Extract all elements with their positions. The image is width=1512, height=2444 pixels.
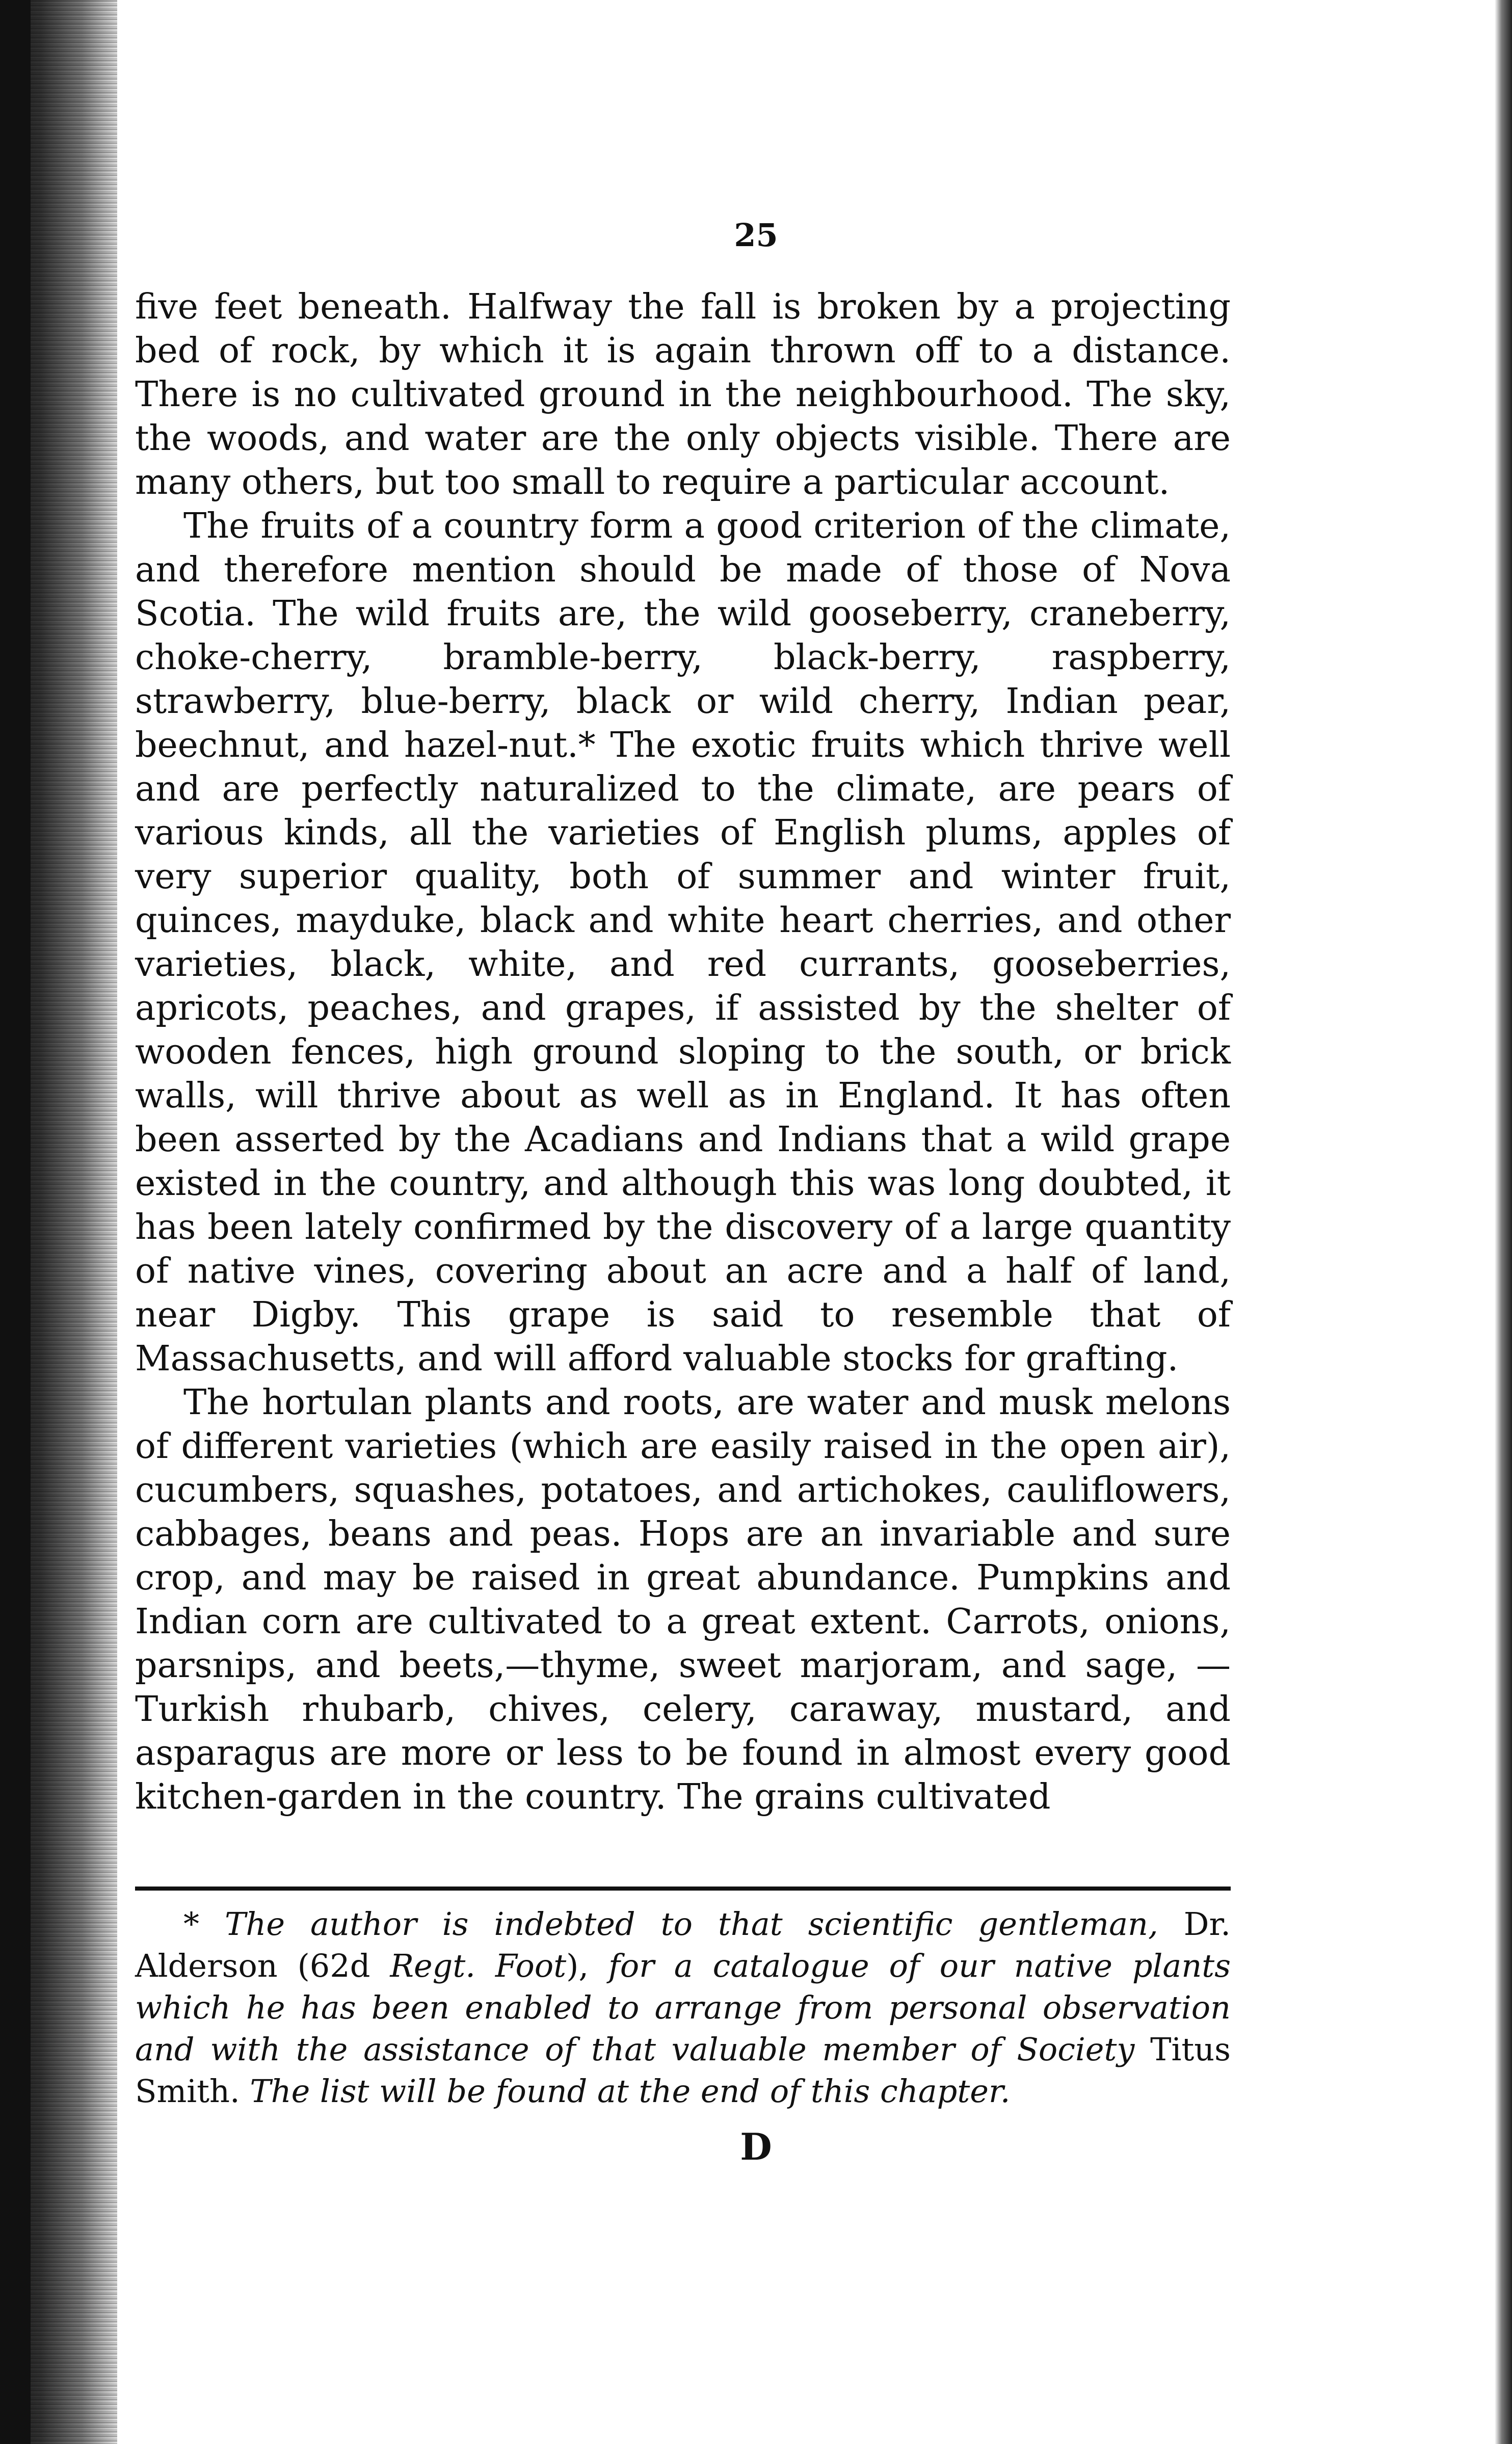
footnote-part-3: Regt. Foot bbox=[390, 1947, 567, 1984]
footnote-part-5: for a catalogue of our native plants which he has been enabled to arrange from personal observation and with the assistance of that valuable member of Society bbox=[135, 1947, 1231, 2068]
footnote-part-2: Dr. Alderson (62d bbox=[135, 1905, 1231, 1984]
footnote bbox=[135, 1903, 1231, 2112]
footnote-part-1: * The author is indebted to that scientific gentleman, bbox=[183, 1905, 1158, 1943]
page-right-edge bbox=[1495, 0, 1512, 2444]
page-number: 25 bbox=[734, 217, 778, 254]
signature-mark: D bbox=[740, 2125, 772, 2168]
paragraph-3: The hortulan plants and roots, are water and musk melons of different varieties (which are easily raised in the open air), cucumbers, squashes, potatoes, and artichokes, cauliflowers, cabbages, beans and peas. Hops are an invariable and sure crop, and may be raised in great abundance. Pumpkins and Indian corn are cultivated to a great extent. Carrots, onions, parsnips, and beets,—thyme, sweet marjoram, and sage, —Turkish rhubarb, chives, celery, caraway, mustard, and asparagus are more or less to be found in almost every good kitchen-garden in the country. The grains cultivated bbox=[135, 1383, 1231, 1817]
binding-edge bbox=[0, 0, 31, 2444]
footnote-part-6: Titus Smith. bbox=[135, 2031, 1231, 2110]
footnote-rule bbox=[135, 1887, 1231, 1891]
paragraph-1: five feet beneath. Halfway the fall is broken by a projecting bed of rock, by which it is again thrown off to a distance. There is no cultivated ground in the neighbourhood. The sky, the woods, and water are the only objects visible. There are many others, but too small to require a particular account. bbox=[135, 287, 1231, 502]
body-text bbox=[135, 285, 1231, 1819]
footnote-part-4: ), bbox=[566, 1947, 608, 1984]
footnote-part-7: The list will be found at the end of this chapter. bbox=[250, 2073, 1011, 2110]
footnote-text bbox=[135, 1903, 1231, 2112]
paragraph-2: The fruits of a country form a good criterion of the climate, and therefore mention should be made of those of Nova Scotia. The wild fruits are, the wild gooseberry, craneberry, choke-cherry, bramble-berry, black-berry, raspberry, strawberry, blue-berry, black or wild cherry, Indian pear, beechnut, and hazel-nut.* The exotic fruits which thrive well and are perfectly naturalized to the climate, are pears of various kinds, all the varieties of English plums, apples of very superior quality, both of summer and winter fruit, quinces, mayduke, black and white heart cherries, and other varieties, black, white, and red currants, gooseberries, apricots, peaches, and grapes, if assisted by the shelter of wooden fences, high ground sloping to the south, or brick walls, will thrive about as well as in England. It has often been asserted by the Acadians and Indians that a wild grape existed in the country, and although this was long doubted, it has been lately confirmed by the discovery of a large quantity of native vines, covering about an acre and a half of land, near Digby. This grape is said to resemble that of Massachusetts, and will afford valuable stocks for grafting. bbox=[135, 506, 1231, 1379]
